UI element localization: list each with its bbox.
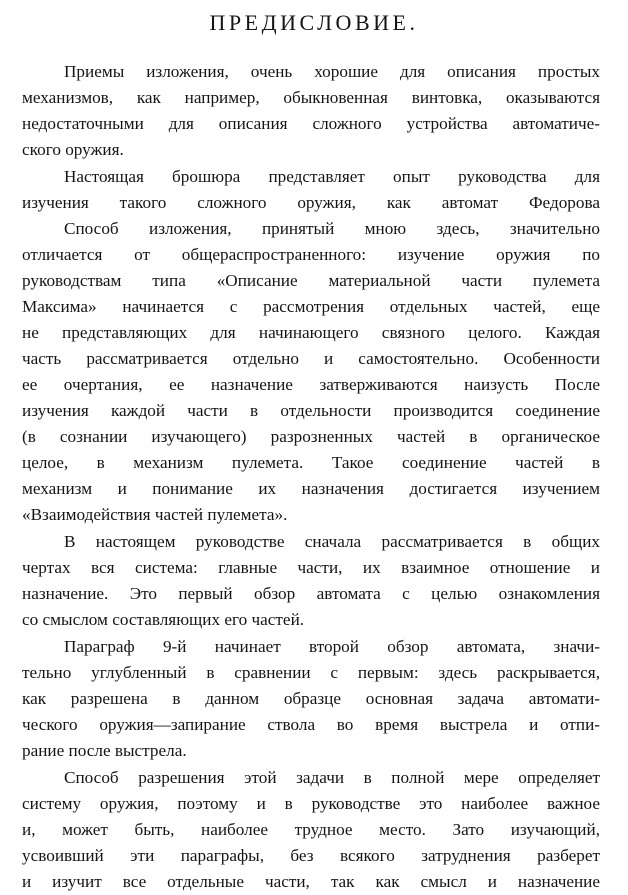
- text-line: рание после выстрела.: [22, 741, 187, 760]
- text-line: Максима» начинается с рассмотрения отдельных частей, еще: [22, 297, 600, 316]
- text-line: отличается от общераспространенного: изучение оружия по: [22, 245, 600, 264]
- text-line: и изучит все отдельные части, так как смысл и назначение: [22, 872, 600, 891]
- text-line: изучения такого сложного оружия, как автомат Федорова: [22, 193, 600, 212]
- text-line: чертах вся система: главные части, их взаимное отношение и: [22, 558, 600, 577]
- text-line: Параграф 9-й начинает второй обзор автомата, значи-: [64, 637, 600, 656]
- text-line: не представляющих для начинающего связного целого. Каждая: [22, 323, 600, 342]
- text-line: изучения каждой части в отдельности производится соединение: [22, 401, 600, 420]
- text-line: механизмов, как например, обыкновенная винтовка, оказываются: [22, 88, 600, 107]
- text-line: систему оружия, поэтому и в руководстве это наиболее важное: [22, 794, 600, 813]
- text-line: Способ разрешения этой задачи в полной мере определяет: [64, 768, 600, 787]
- text-line: «Взаимодействия частей пулемета».: [22, 505, 288, 524]
- text-line: ческого оружия—запирание ствола во время выстрела и отпи-: [22, 715, 600, 734]
- text-line: В настоящем руководстве сначала рассматривается в общих: [64, 532, 600, 551]
- text-line: Приемы изложения, очень хорошие для описания простых: [64, 62, 600, 81]
- text-line: тельно углубленный в сравнении с первым: здесь раскрывается,: [22, 663, 600, 682]
- text-line: ее очертания, ее назначение затверживаются наизусть После: [22, 375, 600, 394]
- text-line: механизм и понимание их назначения достигается изучением: [22, 479, 600, 498]
- text-line: ского оружия.: [22, 140, 124, 159]
- page-title: ПРЕДИСЛОВИЕ.: [209, 10, 419, 35]
- text-line: руководствам типа «Описание материальной части пулемета: [22, 271, 600, 290]
- text-line: часть рассматривается отдельно и самостоятельно. Особенности: [22, 349, 600, 368]
- text-line: усвоивший эти параграфы, без всякого затруднения разберет: [22, 846, 600, 865]
- text-line: недостаточными для описания сложного устройства автоматиче-: [22, 114, 600, 133]
- text-line: целое, в механизм пулемета. Такое соединение частей в: [22, 453, 600, 472]
- text-line: со смыслом составляющих его частей.: [22, 610, 305, 629]
- text-line: (в сознании изучающего) разрозненных частей в органическое: [22, 427, 600, 446]
- text-line: назначение. Это первый обзор автомата с целью ознакомления: [22, 584, 600, 603]
- text-line: Способ изложения, принятый мною здесь, значительно: [64, 219, 600, 238]
- text-line: Настоящая брошюра представляет опыт руководства для: [64, 167, 600, 186]
- text-line: и, может быть, наиболее трудное место. Зато изучающий,: [22, 820, 600, 839]
- text-line: как разрешена в данном образце основная задача автомати-: [22, 689, 600, 708]
